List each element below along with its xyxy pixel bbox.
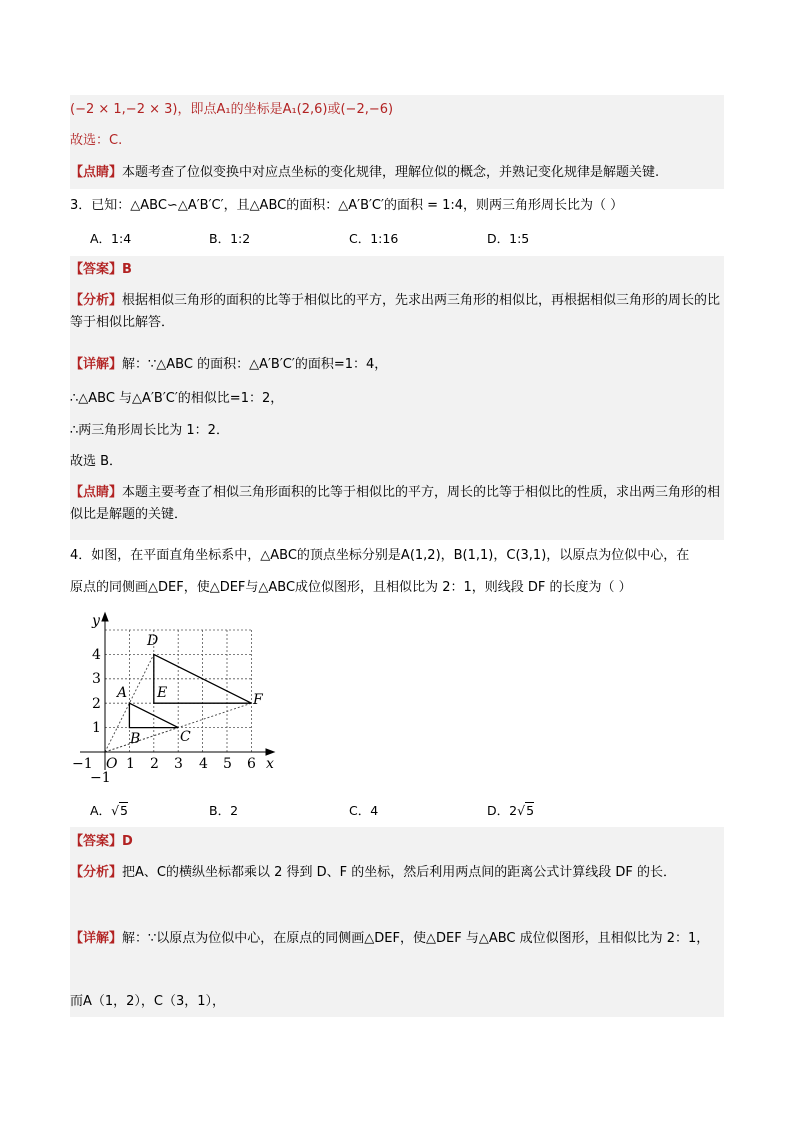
q3-analysis-text: 根据相似三角形的面积的比等于相似比的平方，先求出两三角形的相似比，再根据相似三角形的周长的比等于相似比解答． bbox=[70, 293, 721, 330]
q3-comment-text: 本题主要考查了相似三角形面积的比等于相似比的平方，周长的比等于相似比的性质，求出两三角形的相似比是解题的关键． bbox=[70, 485, 721, 522]
q4-option-c: C．4 bbox=[349, 803, 379, 818]
origin-label: O bbox=[106, 756, 118, 772]
y-tick-labels bbox=[92, 647, 101, 736]
q3-answer-value: B bbox=[122, 262, 132, 277]
q4-analysis-text: 把A、C的横纵坐标都乘以 2 得到 D、F 的坐标，然后利用两点间的距离公式计算线段 DF 的长． bbox=[122, 865, 677, 880]
q4-option-d-prefix: D．2 bbox=[487, 803, 518, 818]
q3-analysis-tag: 【分析】 bbox=[70, 293, 123, 308]
label-d: D bbox=[147, 633, 159, 649]
q3-detail-line-4: 故选 B． bbox=[70, 454, 123, 469]
q3-detail-tag: 【详解】 bbox=[70, 357, 123, 372]
q2-comment-text: 本题考查了位似变换中对应点坐标的变化规律，理解位似的概念，并熟记变化规律是解题关键. bbox=[122, 165, 660, 180]
q4-option-a-sqrt: √5 bbox=[111, 803, 128, 818]
x-tick-3: 3 bbox=[174, 756, 183, 772]
q4-answer-line bbox=[70, 832, 724, 852]
q4-stem-line-1: 4．如图，在平面直角坐标系中，△ABC的顶点坐标分别是A(1,2)，B(1,1)，C(3,1)，以原点为位似中心，在 bbox=[70, 548, 690, 563]
y-tick-3: 3 bbox=[92, 671, 101, 687]
y-axis-label: y bbox=[92, 613, 100, 629]
q4-option-d-radicand: 5 bbox=[526, 803, 535, 818]
q4-answer-tag: 【答案】 bbox=[70, 834, 123, 849]
label-a: A bbox=[117, 685, 128, 701]
q2-comment-tag: 【点睛】 bbox=[70, 165, 123, 180]
neg-one-y-label: −1 bbox=[90, 770, 111, 785]
q3-option-c: C．1:16 bbox=[349, 231, 399, 246]
q4-analysis bbox=[70, 862, 724, 884]
label-f: F bbox=[253, 692, 263, 708]
q3-comment-tag: 【点睛】 bbox=[70, 485, 123, 500]
y-tick-4: 4 bbox=[92, 647, 101, 663]
q4-option-b: B．2 bbox=[209, 803, 239, 818]
q3-stem: 3．已知：△ABC∽△A′B′C′，且△ABC的面积：△A′B′C′的面积 = 1:4，则两三角形周长比为（ ） bbox=[70, 198, 624, 213]
q3-detail-text-1: 解：∵△ABC 的面积：△A′B′C′的面积=1：4， bbox=[122, 357, 388, 372]
point-labels bbox=[115, 633, 264, 747]
q4-option-d bbox=[487, 801, 534, 821]
q3-detail-line-3: ∴两三角形周长比为 1：2． bbox=[70, 423, 229, 438]
q3-analysis bbox=[70, 290, 724, 334]
q3-option-b: B．1:2 bbox=[209, 231, 251, 246]
x-tick-1: 1 bbox=[126, 756, 135, 772]
q3-detail-line-2: ∴△ABC 与△A′B′C′的相似比=1：2， bbox=[70, 391, 284, 406]
q4-answer-value: D bbox=[122, 834, 133, 849]
neg-one-x-label: −1 bbox=[72, 756, 93, 772]
q2-comment-line bbox=[70, 163, 724, 183]
q4-option-a-prefix: A． bbox=[90, 803, 112, 818]
q3-answer-tag: 【答案】 bbox=[70, 262, 123, 277]
q4-analysis-tag: 【分析】 bbox=[70, 865, 123, 880]
coordinate-figure bbox=[70, 605, 290, 785]
q3-detail-line-1 bbox=[70, 355, 724, 375]
q4-detail-line-2: 而A（1，2），C（3，1）， bbox=[70, 994, 226, 1009]
q4-detail-tag: 【详解】 bbox=[70, 931, 123, 946]
x-tick-4: 4 bbox=[199, 756, 208, 772]
x-tick-labels bbox=[126, 756, 256, 772]
q4-option-a-radicand: 5 bbox=[120, 803, 128, 818]
q3-option-a: A．1:4 bbox=[90, 231, 132, 246]
x-tick-6: 6 bbox=[247, 756, 256, 772]
q4-stem-line-2: 原点的同侧画△DEF，使△DEF与△ABC成位似图形，且相似比为 2：1，则线段 DF 的长度为（ ） bbox=[70, 580, 632, 595]
label-c: C bbox=[180, 729, 191, 745]
q4-option-a bbox=[90, 801, 128, 821]
q3-answer-line bbox=[70, 260, 724, 280]
q4-detail-text-1: 解：∵以原点为位似中心，在原点的同侧画△DEF，使△DEF 与△ABC 成位似图形，且相似比为 2：1， bbox=[122, 931, 710, 946]
axes bbox=[80, 613, 274, 770]
q2-solution-line: (−2 × 1,−2 × 3)，即点A₁的坐标是A₁(2,6)或(−2,−6) bbox=[70, 102, 394, 117]
q4-option-d-sqrt: √5 bbox=[517, 803, 535, 818]
q2-choice-text: 故选：C. bbox=[70, 133, 123, 148]
label-b: B bbox=[130, 731, 141, 747]
q2-choice-line bbox=[70, 131, 724, 151]
x-axis-label: x bbox=[266, 756, 274, 772]
solution-block-q4 bbox=[70, 827, 724, 1017]
q3-option-d: D．1:5 bbox=[487, 231, 530, 246]
q4-detail bbox=[70, 928, 724, 950]
q3-comment bbox=[70, 482, 724, 526]
label-e: E bbox=[157, 685, 168, 701]
y-tick-2: 2 bbox=[92, 696, 101, 712]
y-tick-1: 1 bbox=[92, 720, 101, 736]
x-tick-2: 2 bbox=[150, 756, 159, 772]
x-tick-5: 5 bbox=[223, 756, 232, 772]
